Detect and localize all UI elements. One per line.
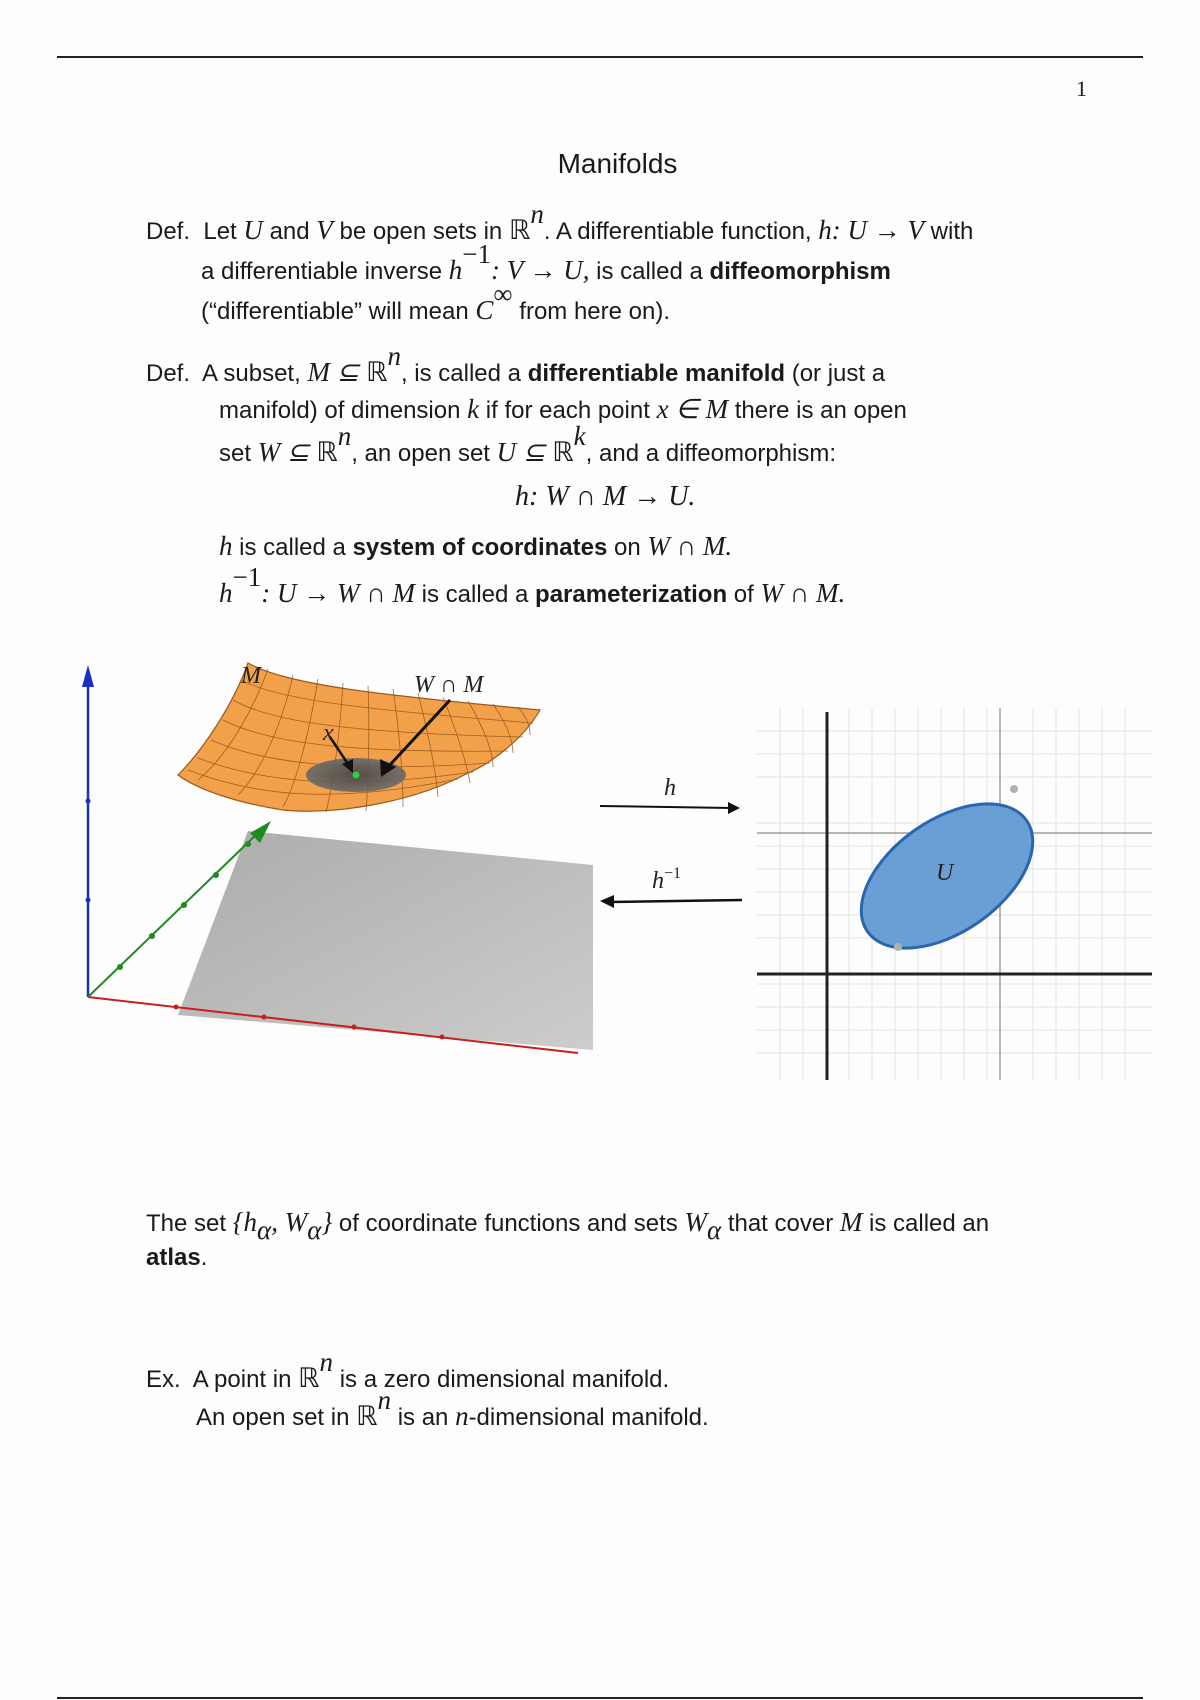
- bottom-rule: [57, 1697, 1143, 1699]
- def1-line-3: (“differentiable” will mean C∞ from here on).: [201, 279, 671, 326]
- def2-line-2: manifold) of dimension k if for each point x ∈ M there is an open: [219, 394, 907, 424]
- term-atlas: atlas: [146, 1244, 201, 1271]
- label-U: U: [936, 860, 954, 886]
- point-x: [353, 772, 360, 779]
- def2-line-6: $h^{-1}$: U → W ∩ M is called a parameterization of W ∩ M.: [219, 562, 846, 609]
- manifold-3d-figure: [78, 655, 598, 1055]
- def2-label: Def.: [146, 360, 191, 388]
- example-line-2: An open set in ℝ$^n$ is an n-dimensional manifold.: [196, 1385, 709, 1432]
- def1-line-2: a differentiable inverse $h^{-1}$: V → U, is called a diffeomorphism: [201, 239, 891, 286]
- shadow-plane: [178, 831, 593, 1050]
- def1-label: Def.: [146, 218, 191, 246]
- term-diffeomorphism: diffeomorphism: [709, 258, 891, 286]
- h-arrowhead: [728, 802, 740, 814]
- map-arrows: [590, 770, 750, 920]
- def2-line-5: h is called a system of coordinates on W ∩ M.: [219, 531, 733, 561]
- ellipse-control-point: [1010, 785, 1018, 793]
- label-M: M: [241, 663, 261, 689]
- h-inverse-arrowhead: [600, 895, 614, 908]
- def1-line-1: Def. Let U and V be open sets in ℝ$^n$. A differentiable function, h: U → V with: [146, 199, 974, 246]
- coordinate-plane-figure: [757, 708, 1152, 1080]
- def2-line-1: Def. A subset, M ⊆ ℝ$^n$, is called a differentiable manifold (or just a: [146, 341, 886, 388]
- y-axis-tick: [149, 933, 155, 939]
- label-h-inverse: $h^{-1}$: [652, 865, 682, 894]
- x-axis-tick: [262, 1015, 267, 1020]
- y-axis-tick: [117, 964, 123, 970]
- z-axis-arrowhead: [82, 665, 94, 687]
- label-x: x: [323, 720, 334, 746]
- atlas-line-2: atlas.: [146, 1244, 208, 1271]
- z-axis-tick: [86, 898, 91, 903]
- term-parameterization: parameterization: [535, 581, 728, 609]
- h-inverse-arrow: [610, 900, 742, 902]
- y-axis-tick: [181, 902, 187, 908]
- label-W-cap-M: W ∩ M: [414, 672, 484, 698]
- ellipse-control-point: [894, 943, 902, 951]
- x-axis-tick: [174, 1005, 179, 1010]
- y-axis-tick: [245, 841, 251, 847]
- label-h: h: [664, 775, 676, 801]
- example-label: Ex.: [146, 1366, 181, 1394]
- z-axis-tick: [86, 799, 91, 804]
- term-differentiable-manifold: differentiable manifold: [527, 360, 786, 388]
- page-title: Manifolds: [557, 148, 678, 179]
- atlas-line-1: The set {$h_\alpha$, $W_\alpha$} of coordinate functions and sets $W_\alpha$ that cover M is called an: [146, 1207, 990, 1246]
- def2-line-3: set W ⊆ ℝ$^n$, an open set U ⊆ ℝ$^k$, and a diffeomorphism:: [219, 421, 837, 468]
- page-number: 1: [1076, 76, 1087, 101]
- y-axis-tick: [213, 872, 219, 878]
- top-rule: [57, 56, 1143, 58]
- h-arrow: [600, 806, 732, 808]
- term-system-of-coordinates: system of coordinates: [352, 534, 608, 561]
- x-axis-tick: [352, 1025, 357, 1030]
- def2-formula: h: W ∩ M → U.: [515, 481, 696, 512]
- x-axis-tick: [440, 1035, 445, 1040]
- example-line-1: Ex. A point in ℝ$^n$ is a zero dimensional manifold.: [146, 1347, 670, 1394]
